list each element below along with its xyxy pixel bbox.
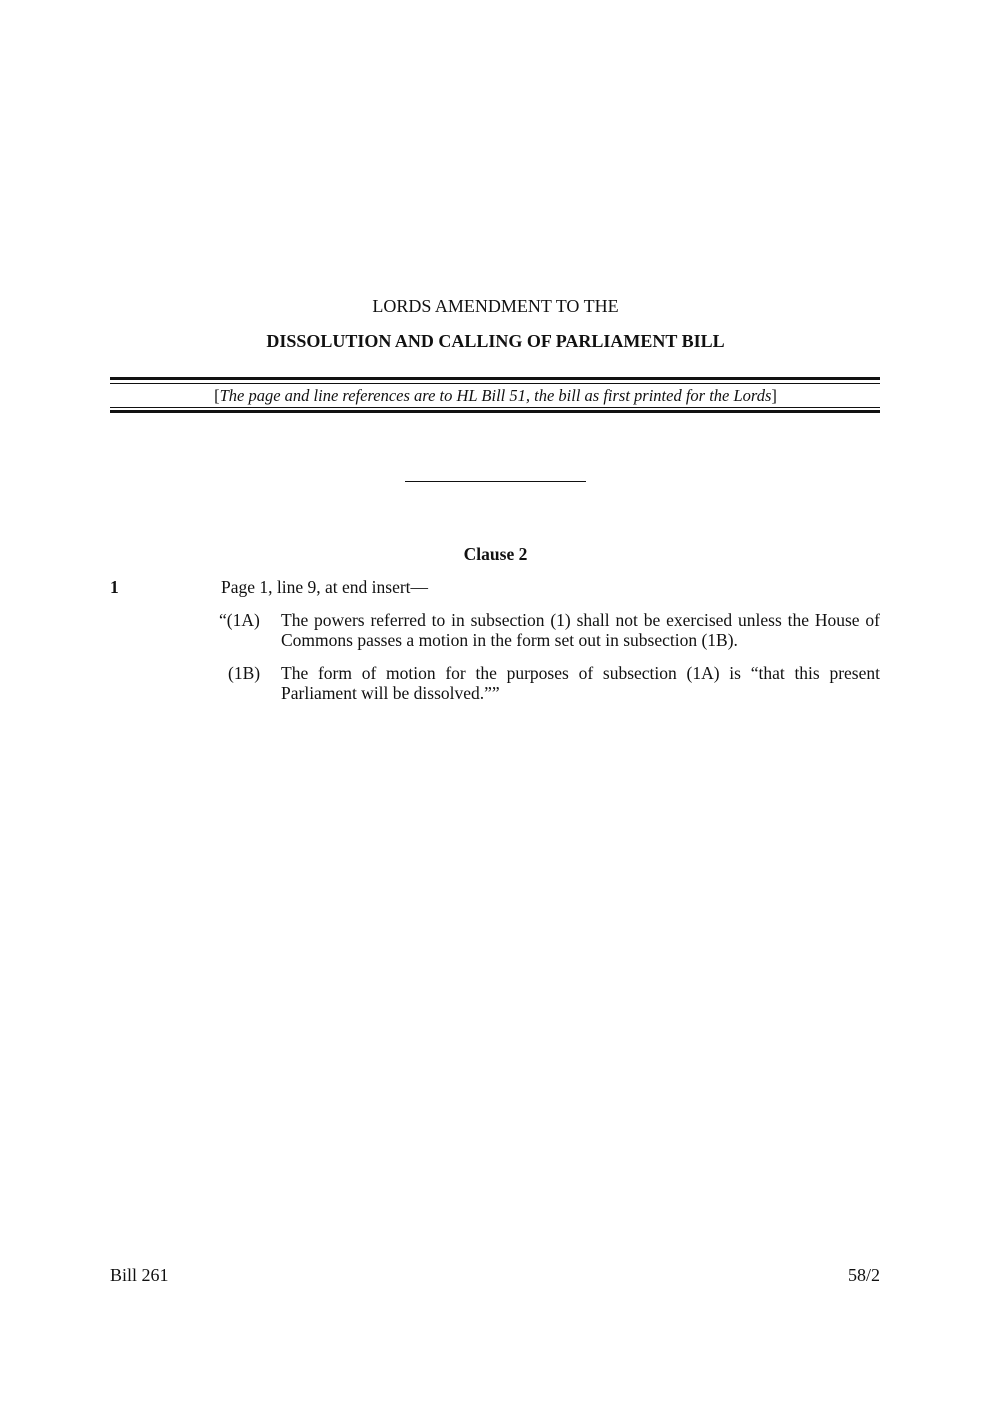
subsection-label-1a: “(1A): [219, 610, 260, 630]
separator-rule: [405, 481, 586, 482]
clause-heading: Clause 2: [463, 544, 528, 564]
double-rule-top-thick: [110, 377, 880, 380]
subsection-text-1a: The powers referred to in subsection (1) shall not be exercised unless the House of Commons passes a motion in the form set out in subsection (1B).: [281, 610, 880, 650]
footer-bill-number: Bill 261: [110, 1265, 169, 1285]
amendment-instruction: Page 1, line 9, at end insert—: [221, 577, 429, 597]
reference-note: [The page and line references are to HL Bill 51, the bill as first printed for the Lords]: [214, 386, 777, 405]
reference-note-text: The page and line references are to HL Bill 51, the bill as first printed for the Lords: [219, 386, 772, 405]
double-rule-bottom-thick: [110, 410, 880, 413]
bill-title: DISSOLUTION AND CALLING OF PARLIAMENT BILL: [266, 331, 725, 351]
document-preheading: LORDS AMENDMENT TO THE: [372, 296, 619, 316]
subsection-label-1b: (1B): [228, 663, 261, 683]
subsection-text-1b: The form of motion for the purposes of subsection (1A) is “that this present Parliament will be dissolved.””: [281, 663, 880, 703]
double-rule-top-thin: [110, 383, 880, 384]
footer-print-ref: 58/2: [847, 1265, 880, 1285]
amendment-number: 1: [110, 577, 119, 597]
double-rule-bottom-thin: [110, 407, 880, 408]
